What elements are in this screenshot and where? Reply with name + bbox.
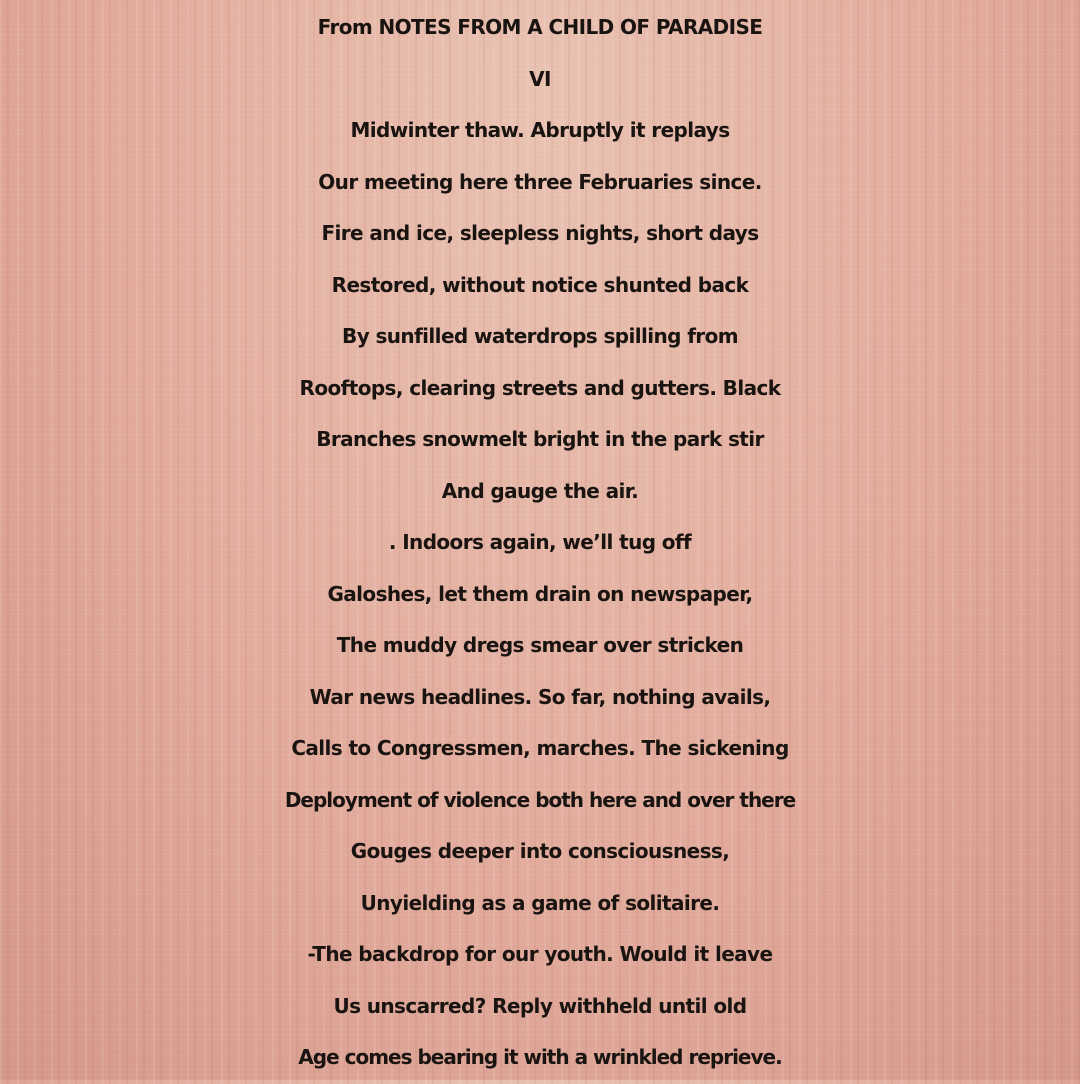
- poem-line: Galoshes, let them drain on newspaper,: [327, 581, 753, 606]
- poem-line: Deployment of violence both here and over there: [284, 787, 796, 812]
- poem-line: And gauge the air.: [441, 478, 639, 503]
- poem-line: Fire and ice, sleepless nights, short days: [321, 221, 759, 245]
- poem-line: Calls to Congressmen, marches. The sickening: [291, 736, 789, 760]
- poem-heading: From NOTES FROM A CHILD OF PARADISE: [317, 15, 763, 39]
- poem-line: Midwinter thaw. Abruptly it replays: [350, 118, 730, 142]
- poem-line: -The backdrop for our youth. Would it leave: [307, 942, 773, 966]
- poem-line: Us unscarred? Reply withheld until old: [333, 993, 747, 1018]
- poem-line: By sunfilled waterdrops spilling from: [342, 324, 738, 348]
- poem-line: War news headlines. So far, nothing avails,: [309, 684, 771, 709]
- poem-line: The muddy dregs smear over stricken: [336, 633, 744, 657]
- poem-line: Restored, without notice shunted back: [331, 272, 749, 297]
- poem-text: [0, 2, 1080, 1084]
- poem-line: . Indoors again, we’ll tug off: [388, 530, 692, 554]
- poem-section-number: VI: [529, 66, 551, 91]
- poem-line: Rooftops, clearing streets and gutters. Black: [299, 375, 781, 400]
- poem-line: Gouges deeper into consciousness,: [350, 839, 730, 863]
- poem-line: Our meeting here three Februaries since.: [318, 169, 762, 194]
- poem-line: Age comes bearing it with a wrinkled reprieve.: [298, 1045, 782, 1069]
- poem-line: Branches snowmelt bright in the park stir: [316, 427, 764, 451]
- poem-line: Unyielding as a game of solitaire.: [360, 890, 720, 915]
